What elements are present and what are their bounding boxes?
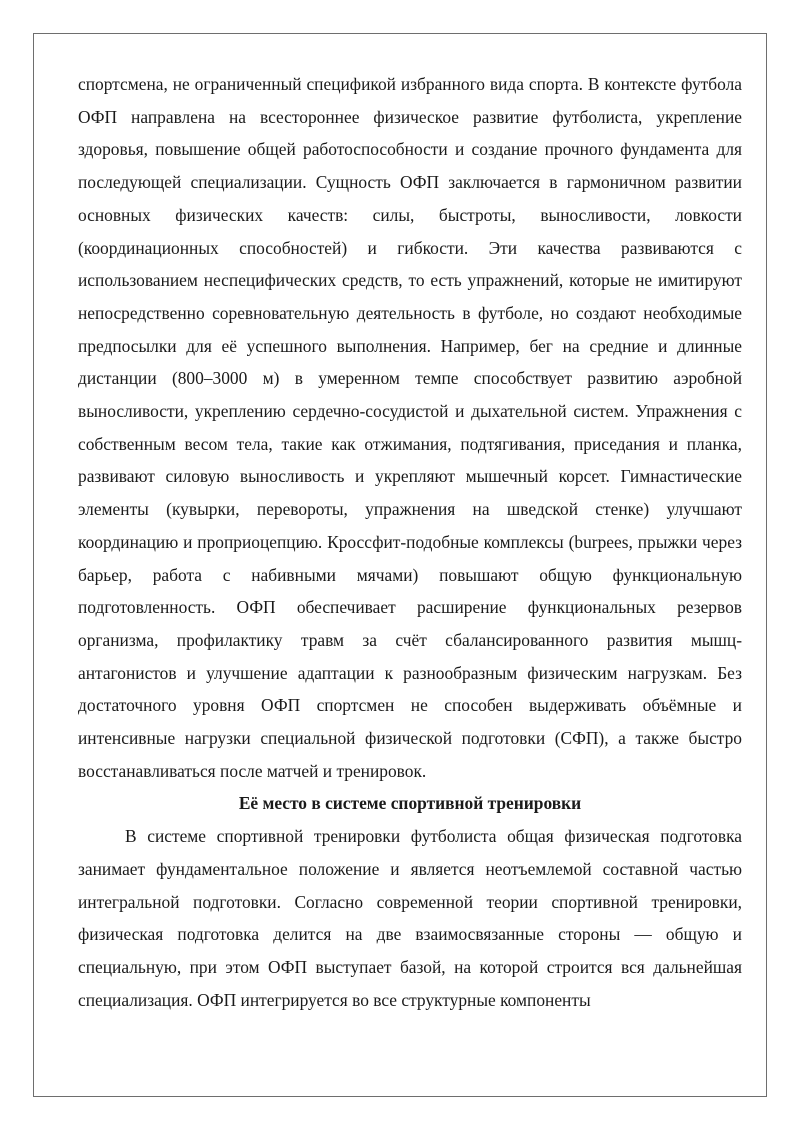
body-paragraph: спортсмена, не ограниченный спецификой избранного вида спорта. В контексте футбола ОФП направлена на всестороннее физическое развитие футболиста, укрепление здоровья, повышение общей работоспособности и создание прочного фундамента для последующей специализации. Сущность ОФП заключается в гармоничном развитии основных физических качеств: силы, быстроты, выносливости, ловкости (координационных способностей) и гибкости. Эти качества развиваются с использованием неспецифических средств, то есть упражнений, которые не имитируют непосредственно соревновательную деятельность в футболе, но создают необходимые предпосылки для её успешного выполнения. Например, бег на средние и длинные дистанции (800–3000 м) в умеренном темпе способствует развитию аэробной выносливости, укреплению сердечно-сосудистой и дыхательной систем. Упражнения с собственным весом тела, такие как отжимания, подтягивания, приседания и планка, развивают силовую выносливость и укрепляют мышечный корсет. Гимнастические элементы (кувырки, перевороты, упражнения на шведской стенке) улучшают координацию и проприоцепцию. Кроссфит-подобные комплексы (burpees, прыжки через барьер, работа с набивными мячами) повышают общую функциональную подготовленность. ОФП обеспечивает расширение функциональных резервов организма, профилактику травм за счёт сбалансированного развития мышц-антагонистов и улучшение адаптации к разнообразным физическим нагрузкам. Без достаточного уровня ОФП спортсмен не способен выдерживать объёмные и интенсивные нагрузки специальной физической подготовки (СФП), а также быстро восстанавливаться после матчей и тренировок.: [78, 74, 742, 781]
document-body: [78, 68, 742, 1016]
section-heading: Её место в системе спортивной тренировки: [238, 793, 582, 814]
body-paragraph: В системе спортивной тренировки футболиста общая физическая подготовка занимает фундаментальное положение и является неотъемлемой составной частью интегральной подготовки. Согласно современной теории спортивной тренировки, физическая подготовка делится на две взаимосвязанные стороны — общую и специальную, при этом ОФП выступает базой, на которой строится вся дальнейшая специализация. ОФП интегрируется во все структурные компоненты: [78, 826, 742, 1010]
